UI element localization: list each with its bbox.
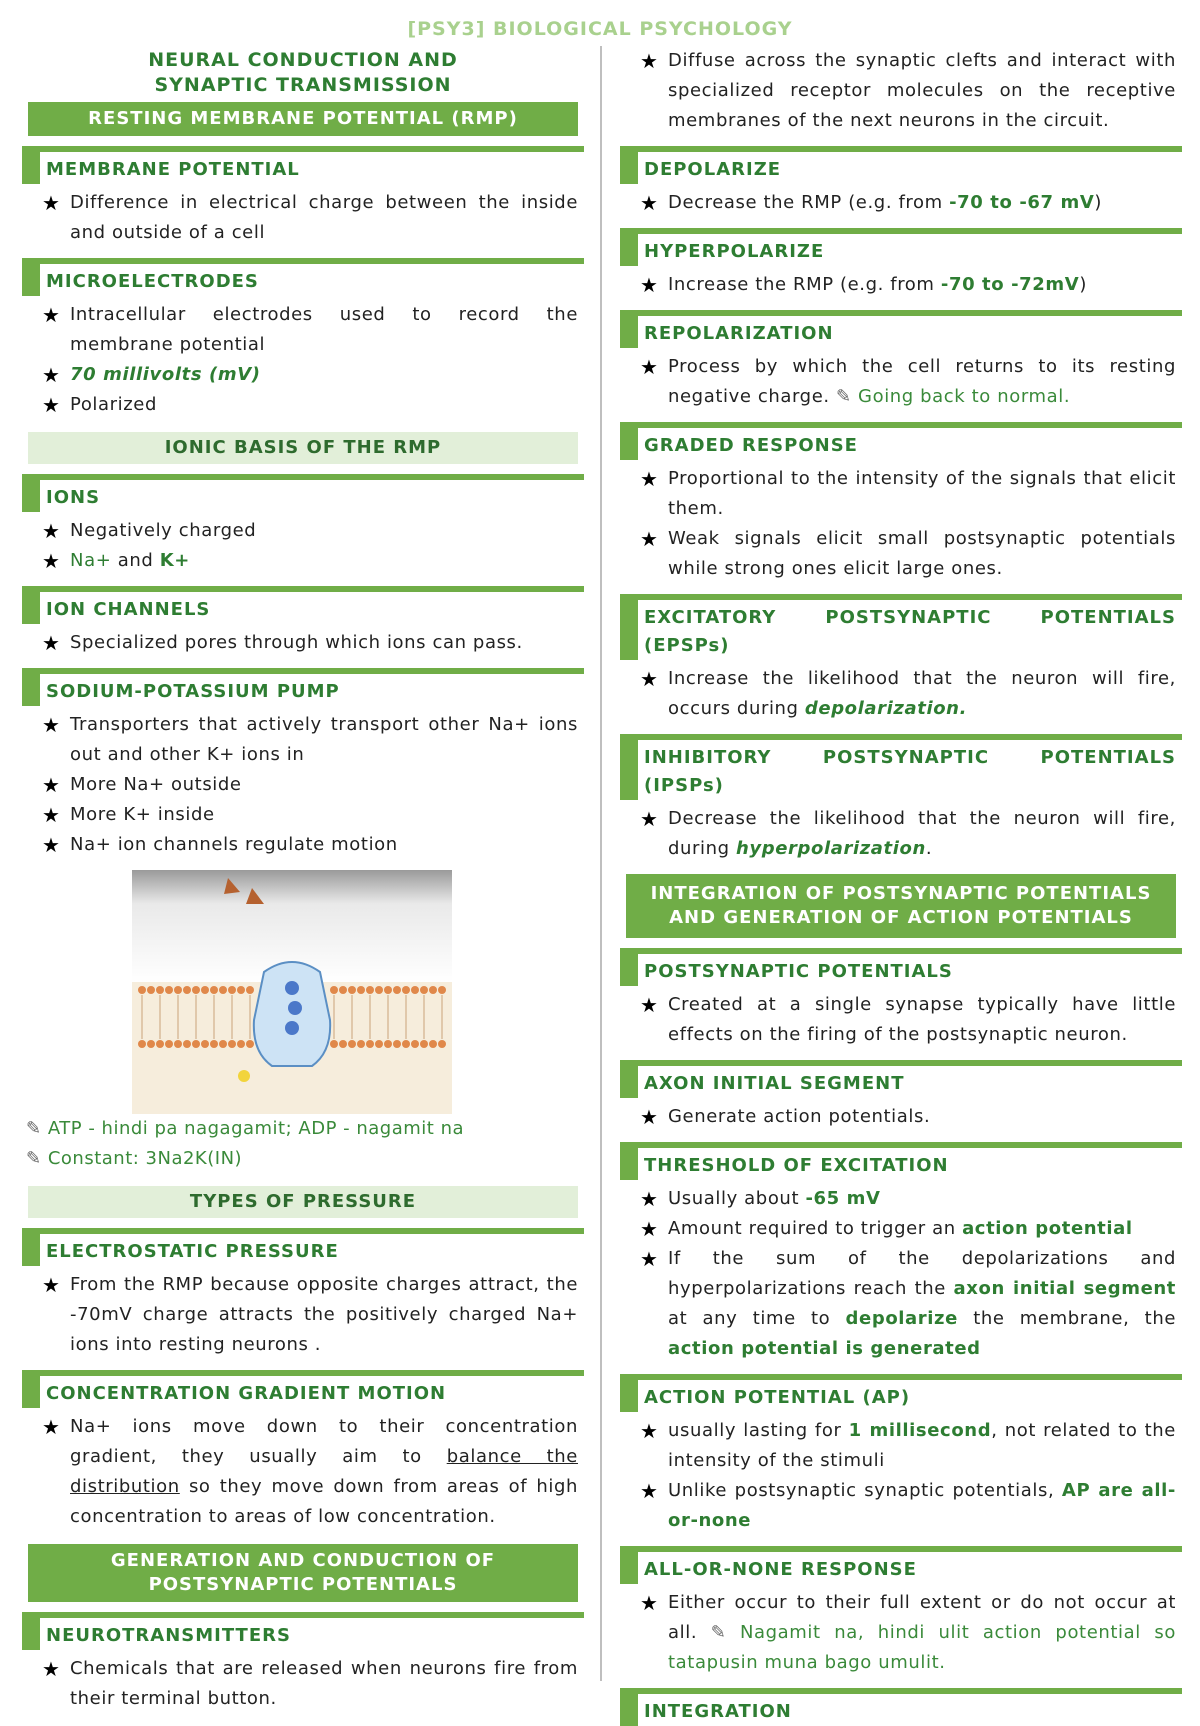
star-icon: ★ [640, 807, 659, 831]
list-item: ★ Na+ ions move down to their concentration gradient, they usually aim to balance the distribution so they move down from areas of high concentration to areas of low concentration. [42, 1412, 578, 1532]
pen-icon: ✎ [836, 386, 852, 407]
pump-list [22, 710, 584, 860]
hyperpolarize-list [620, 270, 1182, 300]
list-item: ★ Created at a single synapse typically have little effects on the firing of the postsynaptic neuron. [640, 990, 1176, 1050]
ionic-basis-banner: IONIC BASIS OF THE RMP [28, 432, 578, 464]
repolarization-heading: REPOLARIZATION [620, 310, 1182, 348]
list-item: ★ If the sum of the depolarizations and hyperpolarizations reach the axon initial segment at any time to depolarize the membrane, the action potential is generated [640, 1244, 1176, 1364]
electrostatic-list [22, 1270, 584, 1360]
epsp-heading: EXCITATORY POSTSYNAPTIC POTENTIALS (EPSPs) [620, 594, 1182, 660]
integration-heading: INTEGRATION [620, 1688, 1182, 1726]
star-icon: ★ [640, 1217, 659, 1241]
star-icon: ★ [640, 273, 659, 297]
star-icon: ★ [640, 527, 659, 551]
atp-note: ✎ ATP - hindi pa nagagamit; ADP - nagamit na [26, 1118, 465, 1139]
axon-initial-list [620, 1102, 1182, 1132]
integration-banner: INTEGRATION OF POSTSYNAPTIC POTENTIALS AND GENERATION OF ACTION POTENTIALS [626, 874, 1176, 938]
star-icon: ★ [42, 549, 61, 573]
star-icon: ★ [42, 303, 61, 327]
list-item: ★ Transporters that actively transport other Na+ ions out and other K+ ions in [42, 710, 578, 770]
list-item: ★ Increase the likelihood that the neuron will fire, occurs during depolarization. [640, 664, 1176, 724]
star-icon: ★ [42, 393, 61, 417]
list-item: ★ Unlike postsynaptic synaptic potentials, AP are all-or-none [640, 1476, 1176, 1536]
list-item: ★ Proportional to the intensity of the signals that elicit them. [640, 464, 1176, 524]
action-potential-list [620, 1416, 1182, 1536]
star-icon: ★ [640, 1591, 659, 1615]
depolarize-list [620, 188, 1182, 218]
star-icon: ★ [42, 363, 61, 387]
star-icon: ★ [42, 833, 61, 857]
star-icon: ★ [640, 993, 659, 1017]
star-icon: ★ [42, 803, 61, 827]
list-item: ★ Increase the RMP (e.g. from -70 to -72mV) [640, 270, 1176, 300]
list-item: ★ Na+ and K+ [42, 546, 578, 576]
repolarization-list [620, 352, 1182, 412]
neurotransmitters-continued-list [620, 46, 1182, 136]
microelectrodes-heading: MICROELECTRODES [22, 258, 584, 296]
star-icon: ★ [42, 1415, 61, 1439]
graded-response-list [620, 464, 1182, 584]
hyperpolarize-heading: HYPERPOLARIZE [620, 228, 1182, 266]
star-icon: ★ [42, 713, 61, 737]
document-header: [PSY3] BIOLOGICAL PSYCHOLOGY [407, 18, 793, 40]
list-item: ★ Amount required to trigger an action potential [640, 1214, 1176, 1244]
star-icon: ★ [640, 1479, 659, 1503]
star-icon: ★ [42, 1273, 61, 1297]
list-item: ★ From the RMP because opposite charges attract, the -70mV charge attracts the positively charged Na+ ions into resting neurons . [42, 1270, 578, 1360]
postsynaptic-potentials-heading: POSTSYNAPTIC POTENTIALS [620, 948, 1182, 986]
star-icon: ★ [42, 519, 61, 543]
star-icon: ★ [42, 191, 61, 215]
sodium-potassium-pump-heading: SODIUM-POTASSIUM PUMP [22, 668, 584, 706]
star-icon: ★ [42, 1657, 61, 1681]
neurotransmitters-heading: NEUROTRANSMITTERS [22, 1612, 584, 1650]
list-item: ★ Chemicals that are released when neurons fire from their terminal button. [42, 1654, 578, 1714]
ipsp-list [620, 804, 1182, 864]
concentration-list [22, 1412, 584, 1532]
microelectrodes-list [22, 300, 584, 420]
star-icon: ★ [640, 355, 659, 379]
ions-list [22, 516, 584, 576]
star-icon: ★ [640, 1105, 659, 1129]
list-item: ★ Decrease the RMP (e.g. from -70 to -67 mV) [640, 188, 1176, 218]
epsp-list [620, 664, 1182, 724]
list-item: ★ Na+ ion channels regulate motion [42, 830, 578, 860]
ipsp-heading: INHIBITORY POSTSYNAPTIC POTENTIALS (IPSPs) [620, 734, 1182, 800]
list-item: ★ Process by which the cell returns to its resting negative charge. ✎ Going back to normal. [640, 352, 1176, 412]
star-icon: ★ [640, 1187, 659, 1211]
list-item: ★ Weak signals elicit small postsynaptic potentials while strong ones elicit large ones. [640, 524, 1176, 584]
list-item: ★ Negatively charged [42, 516, 578, 546]
star-icon: ★ [640, 1419, 659, 1443]
threshold-list [620, 1184, 1182, 1364]
list-item: ★ Either occur to their full extent or do not occur at all. ✎ Nagamit na, hindi ulit action potential so tatapusin muna bago umulit. [640, 1588, 1176, 1678]
list-item: ★ Usually about -65 mV [640, 1184, 1176, 1214]
list-item: ★ Generate action potentials. [640, 1102, 1176, 1132]
action-potential-heading: ACTION POTENTIAL (AP) [620, 1374, 1182, 1412]
list-item: ★ Diffuse across the synaptic clefts and interact with specialized receptor molecules on the receptive membranes of the next neurons in the circuit. [640, 46, 1176, 136]
list-item: ★ Specialized pores through which ions can pass. [42, 628, 578, 658]
threshold-heading: THRESHOLD OF EXCITATION [620, 1142, 1182, 1180]
rmp-banner: RESTING MEMBRANE POTENTIAL (RMP) [28, 102, 578, 136]
list-item: ★ Decrease the likelihood that the neuron will fire, during hyperpolarization. [640, 804, 1176, 864]
all-or-none-heading: ALL-OR-NONE RESPONSE [620, 1546, 1182, 1584]
pen-icon: ✎ [710, 1622, 727, 1643]
membrane-potential-heading: MEMBRANE POTENTIAL [22, 146, 584, 184]
star-icon: ★ [640, 49, 659, 73]
types-of-pressure-banner: TYPES OF PRESSURE [28, 1186, 578, 1218]
sodium-potassium-pump-figure [132, 870, 452, 1114]
right-column [620, 46, 1182, 1726]
ion-channels-heading: ION CHANNELS [22, 586, 584, 624]
list-item: ★ More K+ inside [42, 800, 578, 830]
axon-initial-segment-heading: AXON INITIAL SEGMENT [620, 1060, 1182, 1098]
atp-molecule-icon [238, 1070, 250, 1082]
list-item: ★ usually lasting for 1 millisecond, not related to the intensity of the stimuli [640, 1416, 1176, 1476]
generation-banner: GENERATION AND CONDUCTION OF POSTSYNAPTIC POTENTIALS [28, 1544, 578, 1602]
star-icon: ★ [42, 773, 61, 797]
left-column [22, 46, 584, 1714]
membrane-illustration [132, 870, 452, 1114]
list-item: ★ More Na+ outside [42, 770, 578, 800]
electrostatic-pressure-heading: ELECTROSTATIC PRESSURE [22, 1228, 584, 1266]
neurotransmitters-list [22, 1654, 584, 1714]
postsynaptic-list [620, 990, 1182, 1050]
depolarize-heading: DEPOLARIZE [620, 146, 1182, 184]
star-icon: ★ [640, 1247, 659, 1271]
list-item: ★ Intracellular electrodes used to record the membrane potential [42, 300, 578, 360]
constant-note: ✎ Constant: 3Na2K(IN) [26, 1148, 243, 1169]
pen-icon: ✎ [26, 1118, 42, 1139]
star-icon: ★ [640, 467, 659, 491]
list-item: ★ 70 millivolts (mV) [42, 360, 578, 390]
ions-heading: IONS [22, 474, 584, 512]
main-title: NEURAL CONDUCTION AND SYNAPTIC TRANSMISSION [148, 49, 458, 96]
star-icon: ★ [42, 631, 61, 655]
star-icon: ★ [640, 191, 659, 215]
all-or-none-list [620, 1588, 1182, 1678]
concentration-gradient-heading: CONCENTRATION GRADIENT MOTION [22, 1370, 584, 1408]
list-item: ★ Polarized [42, 390, 578, 420]
list-item: ★ Difference in electrical charge between the inside and outside of a cell [42, 188, 578, 248]
column-divider [600, 46, 602, 1681]
star-icon: ★ [640, 667, 659, 691]
membrane-potential-list [22, 188, 584, 248]
pen-icon: ✎ [26, 1148, 42, 1169]
graded-response-heading: GRADED RESPONSE [620, 422, 1182, 460]
ion-channels-list [22, 628, 584, 658]
